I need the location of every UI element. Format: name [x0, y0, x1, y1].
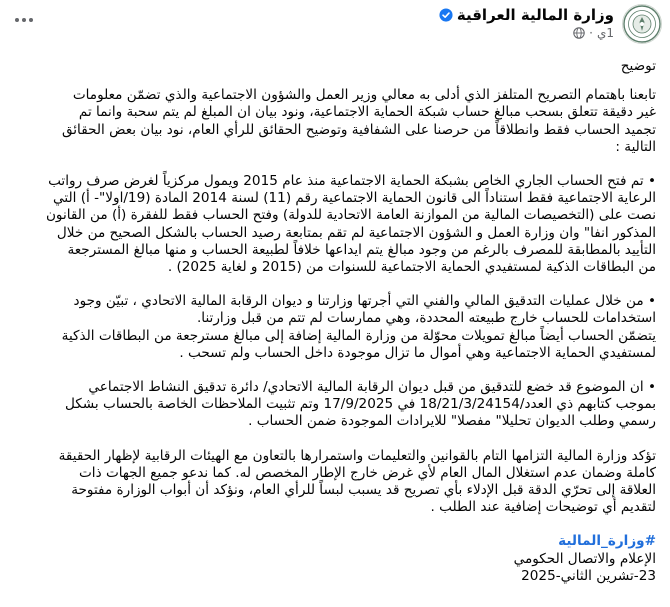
- verified-badge-icon: [439, 8, 453, 22]
- post-time[interactable]: 1ي: [596, 26, 614, 40]
- globe-icon: [573, 27, 585, 39]
- post-paragraph: • من خلال عمليات التدقيق المالي والفني التي أجرتها وزارتنا و ديوان الرقابة المالية الاتحادي ، تبيّن وجود استخدامات للحساب خارج طبيعته المحددة، وهي ممارسات لم تتم من قبل وزارتنا. يتضمّن الحساب أيضاً مبالغ تمويلات محوّلة من وزارة المالية إضافة إلى مبالغ مسترجعة من البطاقات الذكية لمستفيدي الحماية الاجتماعية وهي أموال ما تزال موجودة داخل الحساب ولم تسحب .: [61, 293, 656, 361]
- post-title: توضيح: [620, 58, 656, 74]
- hashtag-link[interactable]: #وزارة_المالية: [558, 533, 656, 550]
- more-options-button[interactable]: [12, 8, 36, 32]
- header-text: [439, 4, 614, 40]
- post-paragraph: • تم فتح الحساب الجاري الخاص بشبكة الحماية الاجتماعية منذ عام 2015 ويمول مركزياً لغرض صرف رواتب الرعاية الاجتماعية فقط استناداً الى قانون الحماية الاجتماعية رقم (11) لسنة 2014 المادة (19/اولا"- أ) التي نصت على (التخصيصات المالية من الموازنة العامة الاتحادية للدولة) وفتح الحساب فقط للفقرة (أ) من القانون المذكور انفا" وان وزارة العمل و الشؤون الاجتماعية لم تقم بمتابعة رصيد الحساب بالشكل الصحيح من خلال التأييد بالمطابقة للمصرف بالرغم من وجود مبالغ يتم ايداعها خلافاً لطبيعة الحساب و منها مبالغ المسترجعة من البطاقات الذكية لمستفيدي الحماية الاجتماعية للسنوات من (2015 و لغاية 2025) .: [45, 173, 656, 276]
- post-paragraph: تابعنا باهتمام التصريح المتلفز الذي أدلى به معالي وزير العمل والشؤون الاجتماعية والذي تضمّن معلومات غير دقيقة تتعلق بسحب مبالغ حساب شبكة الحماية الاجتماعية، ونود بيان ان المبلغ لم يتم سحبة وانما تم تجميد الحساب فقط وانطلاقاً من حرصنا على الشفافية وتوضيح الحقائق للرأي العام، نود بيان بعض الحقائق التالية :: [61, 87, 656, 155]
- meta-separator: ·: [589, 26, 593, 40]
- post-meta: [439, 26, 614, 40]
- ministry-seal-logo: [623, 5, 661, 43]
- page-avatar[interactable]: [622, 4, 662, 44]
- post-header: [439, 4, 662, 48]
- page-name-row: [439, 6, 614, 24]
- post-paragraph: • ان الموضوع قد خضع للتدقيق من قبل ديوان الرقابة المالية الاتحادي/ دائرة تدقيق النشاط الاجتماعي بموجب كتابهم ذي العدد/18/21/3/24154 في 17/9/2025 وتم تثبيت الملاحظات الخاصة بالحساب بشكل رسمي وطلب الديوان تحليلا" مفصلا" للايرادات الموجودة ضمن الحساب .: [65, 379, 656, 430]
- page-name[interactable]: وزارة المالية العراقية: [456, 6, 614, 24]
- post-paragraph: تؤكد وزارة المالية التزامها التام بالقوانين والتعليمات واستمرارها بالتعاون مع الهيئات الرقابية لإظهار الحقيقة كاملة وضمان عدم استغلال المال العام لأي غرض خارج الإطار المخصص له. كما ندعو جميع الجهات ذات العلاقة إلى تحرّي الدقة قبل الإدلاء بأي تصريح قد يسبب لبساً للرأي العام، ونؤكد أن أبواب الوزارة مفتوحة لتقديم أي توضيحات إضافية عند الطلب .: [58, 447, 656, 516]
- more-options-icon: [14, 17, 34, 23]
- post-signoff: الإعلام والاتصال الحكومي 23-تشرين الثاني-2025: [513, 550, 656, 584]
- post-body: [10, 58, 656, 585]
